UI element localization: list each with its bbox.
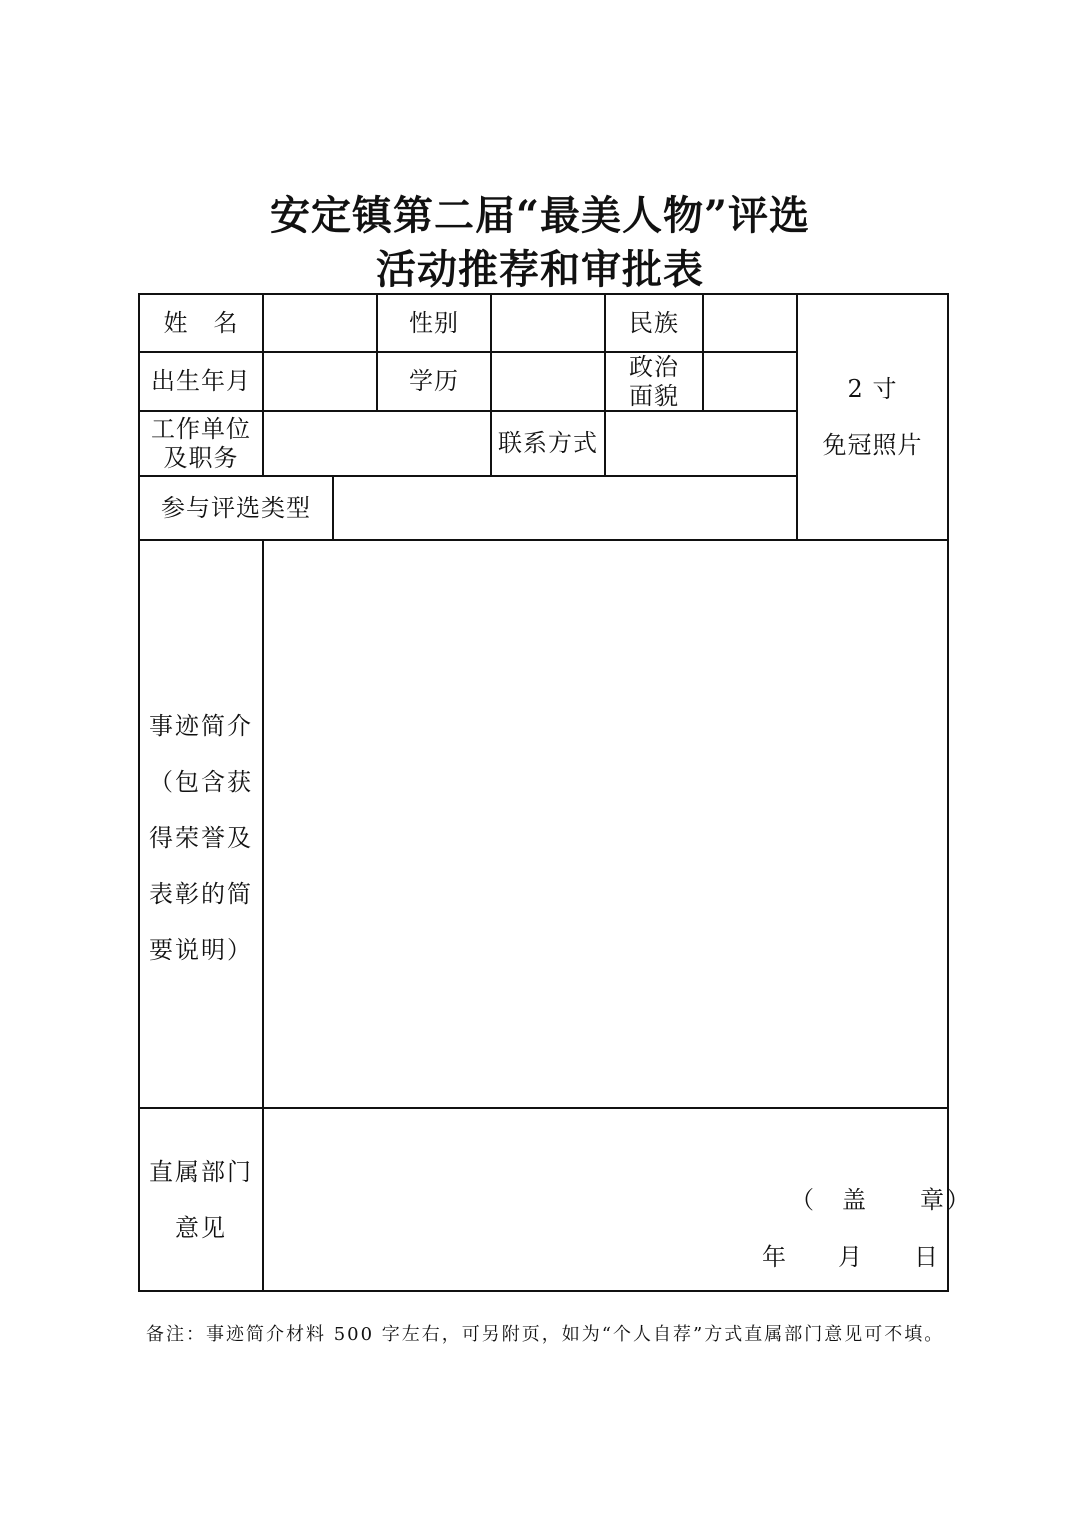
work-unit-label-line-1: 工作单位 xyxy=(151,414,251,443)
footnote: 备注：事迹简介材料 500 字左右，可另附页，如为“个人自荐”方式直属部门意见可不填。 xyxy=(146,1324,945,1345)
photo-placeholder[interactable] xyxy=(798,295,947,539)
deeds-label-line-3: 得荣誉及 xyxy=(149,824,253,852)
birth-date-label: 出生年月 xyxy=(151,367,251,395)
work-unit-field[interactable] xyxy=(264,412,490,475)
dept-opinion-label-line-1: 直属部门 xyxy=(149,1157,253,1186)
ethnicity-field[interactable] xyxy=(704,295,796,351)
date-year: 年 xyxy=(762,1243,786,1271)
political-status-label xyxy=(606,353,702,410)
education-label: 学历 xyxy=(409,367,459,395)
name-field[interactable] xyxy=(264,295,376,351)
deeds-label-line-1: 事迹简介 xyxy=(149,712,253,740)
date-month: 月 xyxy=(838,1243,862,1271)
gender-label: 性别 xyxy=(409,308,459,337)
dept-opinion-label xyxy=(140,1109,262,1290)
name-label: 姓 名 xyxy=(163,308,239,337)
dept-opinion-label-line-2: 意见 xyxy=(175,1213,227,1242)
deeds-field[interactable] xyxy=(264,541,947,1107)
date-day: 日 xyxy=(914,1243,938,1271)
political-status-field[interactable] xyxy=(704,353,796,410)
deeds-label xyxy=(140,541,262,1107)
deeds-label-line-2: （包含获 xyxy=(149,768,253,796)
deeds-label-line-4: 表彰的简 xyxy=(149,880,253,908)
contact-label: 联系方式 xyxy=(498,429,598,457)
table-border-right xyxy=(947,293,949,1292)
political-status-label-line-1: 政治 xyxy=(629,352,679,381)
photo-type-text: 免冠照片 xyxy=(822,431,923,459)
education-field[interactable] xyxy=(492,353,604,410)
category-field[interactable] xyxy=(334,477,796,539)
photo-size-text: 2 寸 xyxy=(847,375,898,403)
birth-date-field[interactable] xyxy=(264,353,376,410)
seal-text: （ 盖 章） xyxy=(790,1186,972,1214)
deeds-label-line-5: 要说明） xyxy=(149,936,253,964)
gender-field[interactable] xyxy=(492,295,604,351)
ethnicity-label: 民族 xyxy=(629,308,679,337)
form-title-line-1: 安定镇第二届“最美人物”评选 xyxy=(269,192,810,239)
work-unit-label-line-2: 及职务 xyxy=(163,443,239,472)
table-border-bottom xyxy=(138,1290,949,1292)
work-unit-label xyxy=(140,412,262,475)
form-title-line-2: 活动推荐和审批表 xyxy=(376,246,704,293)
category-label: 参与评选类型 xyxy=(161,493,311,522)
political-status-label-line-2: 面貌 xyxy=(629,381,679,410)
contact-field[interactable] xyxy=(606,412,796,475)
